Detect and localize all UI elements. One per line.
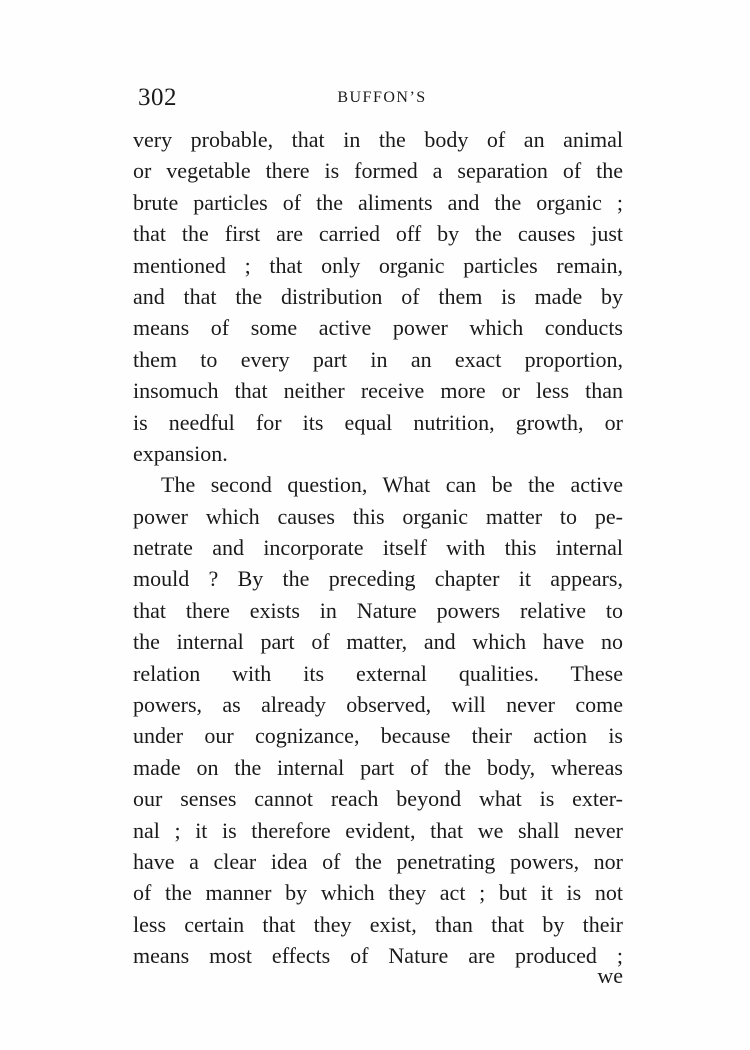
text-line: that the first are carried off by the causes just — [133, 221, 623, 247]
text-line: means most effects of Nature are produced ; — [133, 943, 623, 969]
text-line: mould ? By the preceding chapter it appears, — [133, 566, 623, 592]
text-line: under our cognizance, because their action is — [133, 723, 623, 749]
text-line: insomuch that neither receive more or less than — [133, 378, 623, 404]
catchword: we — [597, 963, 623, 988]
text-line: the internal part of matter, and which have no — [133, 629, 623, 655]
text-line: nal ; it is therefore evident, that we shall never — [133, 817, 623, 843]
running-title: BUFFON’S — [337, 89, 427, 106]
text-line: means of some active power which conducts — [133, 315, 623, 341]
page-number: 302 — [138, 84, 177, 111]
text-line: power which causes this organic matter to pe- — [133, 503, 623, 529]
text-line: is needful for its equal nutrition, growth, or — [133, 409, 623, 435]
text-line: relation with its external qualities. These — [133, 660, 623, 686]
running-head — [133, 84, 623, 114]
text-line: or vegetable there is formed a separation of the — [133, 158, 623, 184]
text-line: powers, as already observed, will never come — [133, 692, 623, 718]
text-line: our senses cannot reach beyond what is exter- — [133, 786, 623, 812]
text-line: them to every part in an exact proportion, — [133, 346, 623, 372]
text-line: and that the distribution of them is made by — [133, 283, 623, 309]
text-line: brute particles of the aliments and the organic ; — [133, 189, 623, 215]
text-line: mentioned ; that only organic particles remain, — [133, 252, 623, 278]
text-line: of the manner by which they act ; but it is not — [133, 880, 623, 906]
body-text — [133, 124, 623, 972]
text-line: The second question, What can be the active — [161, 472, 623, 498]
text-line: netrate and incorporate itself with this internal — [133, 535, 623, 561]
text-line: have a clear idea of the penetrating powers, nor — [133, 848, 623, 874]
text-line: less certain that they exist, than that by their — [133, 911, 623, 937]
text-line: made on the internal part of the body, whereas — [133, 754, 623, 780]
text-line: very probable, that in the body of an animal — [133, 127, 623, 152]
text-line: expansion. — [133, 440, 228, 466]
text-line: that there exists in Nature powers relative to — [133, 597, 623, 623]
